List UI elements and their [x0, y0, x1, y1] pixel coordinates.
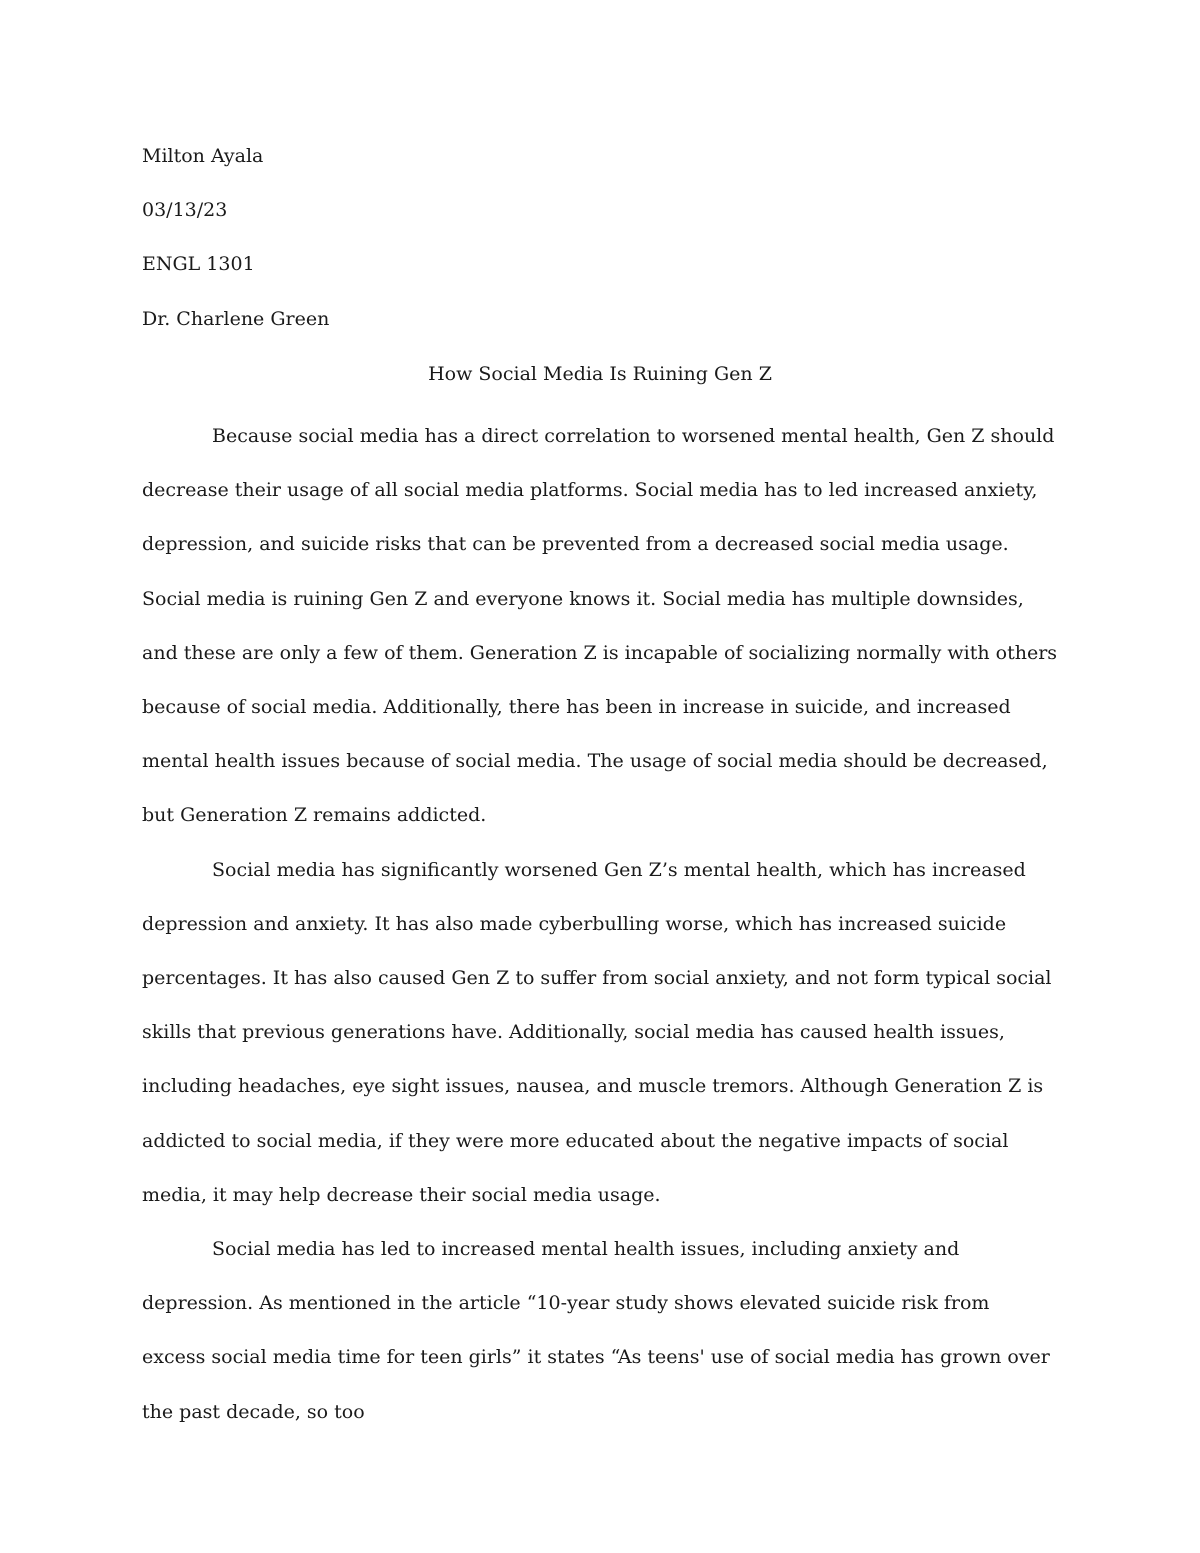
paragraph-2: Social media has significantly worsened Gen Z’s mental health, which has increased depression and anxiety. It has also made cyberbulling worse, which has increased suicide percentages. It has also caused Gen Z to suffer from social anxiety, and not form typical social skills that previous generations have. Additionally, social media has caused health issues, including headaches, eye sight issues, nausea, and muscle tremors. Although Generation Z is addicted to social media, if they were more educated about the negative impacts of social media, it may help decrease their social media usage. — [142, 858, 1052, 1206]
paragraph-1: Because social media has a direct correlation to worsened mental health, Gen Z should decrease their usage of all social media platforms. Social media has to led increased anxiety, depression, and suicide risks that can be prevented from a decreased social media usage. Social media is ruining Gen Z and everyone knows it. Social media has multiple downsides, and these are only a few of them. Generation Z is incapable of socializing normally with others because of social media. Additionally, there has been in increase in suicide, and increased mental health issues because of social media. The usage of social media should be decreased, but Generation Z remains addicted. — [142, 425, 1058, 827]
paragraph-3: Social media has led to increased mental health issues, including anxiety and depression. As mentioned in the article “10-year study shows elevated suicide risk from excess social media time for teen girls” it states “As teens' use of social media has grown over the past decade, so too — [142, 1238, 1050, 1423]
essay-date: 03/13/23 — [142, 199, 228, 222]
instructor-name: Dr. Charlene Green — [142, 307, 330, 330]
essay-title: How Social Media Is Ruining Gen Z — [428, 363, 772, 385]
essay-header — [142, 140, 1062, 357]
essay-body — [142, 409, 1058, 1439]
course-name: ENGL 1301 — [142, 253, 255, 276]
author-name: Milton Ayala — [142, 145, 264, 167]
